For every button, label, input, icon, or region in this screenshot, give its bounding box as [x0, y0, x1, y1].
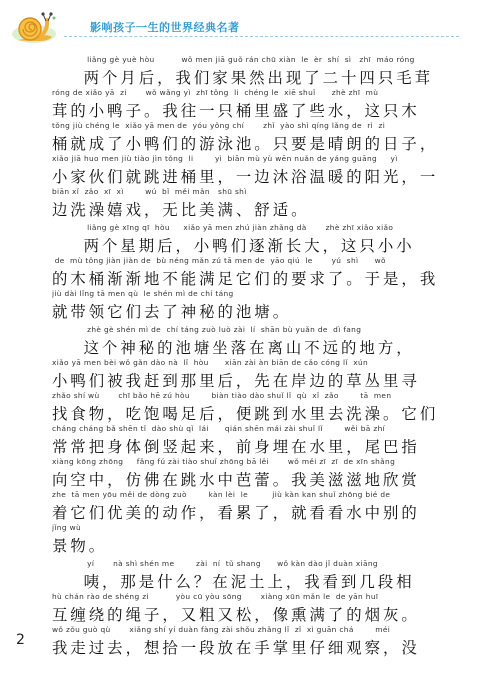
hanzi-line: 我走过去，想拾一段放在手掌里仔细观察，没 [52, 639, 420, 657]
hanzi-line: 常常把身体倒竖起来，前身埋在水里，尾巴指 [52, 438, 420, 456]
hanzi-line: 小鸭们被我赶到那里后，先在岸边的草丛里寻 [52, 372, 420, 390]
pinyin-line: wǒ zǒu guò qù xiǎng shí yí duàn fàng zài shǒu zhǎng lǐ zǐ xì guān chá méi [52, 625, 391, 634]
text-line [52, 592, 440, 625]
text-line [52, 154, 440, 187]
hanzi-line: 找食物，吃饱喝足后，便跳到水里去洗澡。它们 [52, 405, 439, 423]
text-line [52, 289, 440, 322]
pinyin-line: liǎng gè xīng qī hòu xiǎo yā men zhú jiàn zhǎng dà zhè zhī xiǎo xiǎo [52, 223, 394, 232]
text-line [52, 88, 440, 121]
text-line [52, 358, 440, 391]
hanzi-line: 两个月后，我们家果然出现了二十四只毛茸 [52, 69, 433, 87]
header-divider [64, 36, 459, 37]
hanzi-line: 两个星期后，小鸭们逐渐长大，这只小小 [52, 237, 415, 255]
hanzi-line: 这个神秘的池塘坐落在离山不远的地方， [52, 339, 415, 357]
pinyin-line: liǎng gè yuè hòu wǒ men jiā guǒ rán chū xiàn le èr shí sì zhī máo róng [52, 55, 415, 64]
hanzi-line: 的木桶渐渐地不能满足它们的要求了。于是，我 [52, 270, 439, 288]
text-line [52, 424, 440, 457]
story-text [52, 55, 440, 658]
hanzi-line: 桶就成了小鸭们的游泳池。只要是晴朗的日子， [52, 135, 439, 153]
text-line [52, 391, 440, 424]
hanzi-line: 向空中，仿佛在跳水中芭蕾。我美滋滋地欣赏 [52, 471, 420, 489]
pinyin-line: xiǎo jiā huo men jiù tiào jìn tǒng li yì biān mù yù wēn nuǎn de yáng guāng yì [52, 154, 398, 163]
pinyin-line: biān xǐ zǎo xī xì wú bǐ měi mǎn shū shì [52, 187, 247, 196]
text-line [52, 325, 440, 358]
hanzi-line: 景物。 [52, 537, 108, 555]
text-line [52, 187, 440, 220]
hanzi-line: 咦，那是什么？在泥土上，我看到几段相 [52, 573, 415, 591]
text-line [52, 223, 440, 256]
pinyin-line: róng de xiǎo yā zi wǒ wǎng yì zhī tǒng li chéng le xiē shuǐ zhè zhī mù [52, 88, 379, 97]
text-line [52, 55, 440, 88]
pinyin-line: hù chán rào de shéng zi yòu cū yòu sōng xiàng xūn mǎn le de yān huī [52, 592, 379, 601]
text-line [52, 490, 440, 523]
snail-logo-icon [8, 10, 60, 46]
page-header [0, 0, 482, 52]
pinyin-line: xiàng kōng zhōng fǎng fú zài tiào shuǐ zhōng bā lěi wǒ měi zī zī de xīn shǎng [52, 457, 396, 466]
pinyin-line: xiǎo yā men bèi wǒ gǎn dào nà lǐ hòu xiān zài àn biān de cǎo cóng lǐ xún [52, 358, 369, 367]
pinyin-line: jǐng wù [52, 523, 82, 532]
text-line [52, 523, 440, 556]
hanzi-line: 就带领它们去了神秘的池塘。 [52, 303, 292, 321]
text-line [52, 121, 440, 154]
pinyin-line: yí nà shì shén me zài ní tǔ shang wǒ kàn dào jǐ duàn xiāng [52, 559, 378, 568]
pinyin-line: cháng cháng bǎ shēn tǐ dào shù qǐ lái qián shēn mái zài shuǐ lǐ wěi bā zhí [52, 424, 386, 433]
text-line [52, 457, 440, 490]
pinyin-line: tǒng jiù chéng le xiǎo yā men de yóu yǒng chí zhǐ yào shì qíng lǎng de rì zi [52, 121, 386, 130]
pinyin-line: jiù dài lǐng tā men qù le shén mì de chí táng [52, 289, 234, 298]
pinyin-line: zhǎo shí wù chī bǎo hē zú hòu biàn tiào dào shuǐ lǐ qù xǐ zǎo tā men [52, 391, 392, 400]
pinyin-line: zhe tā men yōu měi de dòng zuò kàn lèi le jiù kàn kan shuǐ zhōng bié de [52, 490, 391, 499]
series-title: 影响孩子一生的世界经典名著 [90, 21, 240, 34]
text-line [52, 559, 440, 592]
text-line [52, 625, 440, 658]
hanzi-line: 边洗澡嬉戏，无比美满、舒适。 [52, 201, 310, 219]
pinyin-line: zhè gè shén mì de chí táng zuò luò zài lí shān bù yuǎn de dì fang [52, 325, 362, 334]
hanzi-line: 小家伙们就跳进桶里，一边沐浴温暖的阳光，一 [52, 168, 439, 186]
hanzi-line: 茸的小鸭子。我往一只桶里盛了些水，这只木 [52, 102, 420, 120]
page-number: 2 [16, 632, 25, 648]
pinyin-line: de mù tǒng jiàn jiàn de bù néng mǎn zú tā men de yāo qiú le yú shì wǒ [52, 256, 386, 265]
hanzi-line: 着它们优美的动作，看累了，就看看水中别的 [52, 504, 420, 522]
hanzi-line: 互缠绕的绳子，又粗又松，像熏满了的烟灰。 [52, 606, 420, 624]
text-line [52, 256, 440, 289]
